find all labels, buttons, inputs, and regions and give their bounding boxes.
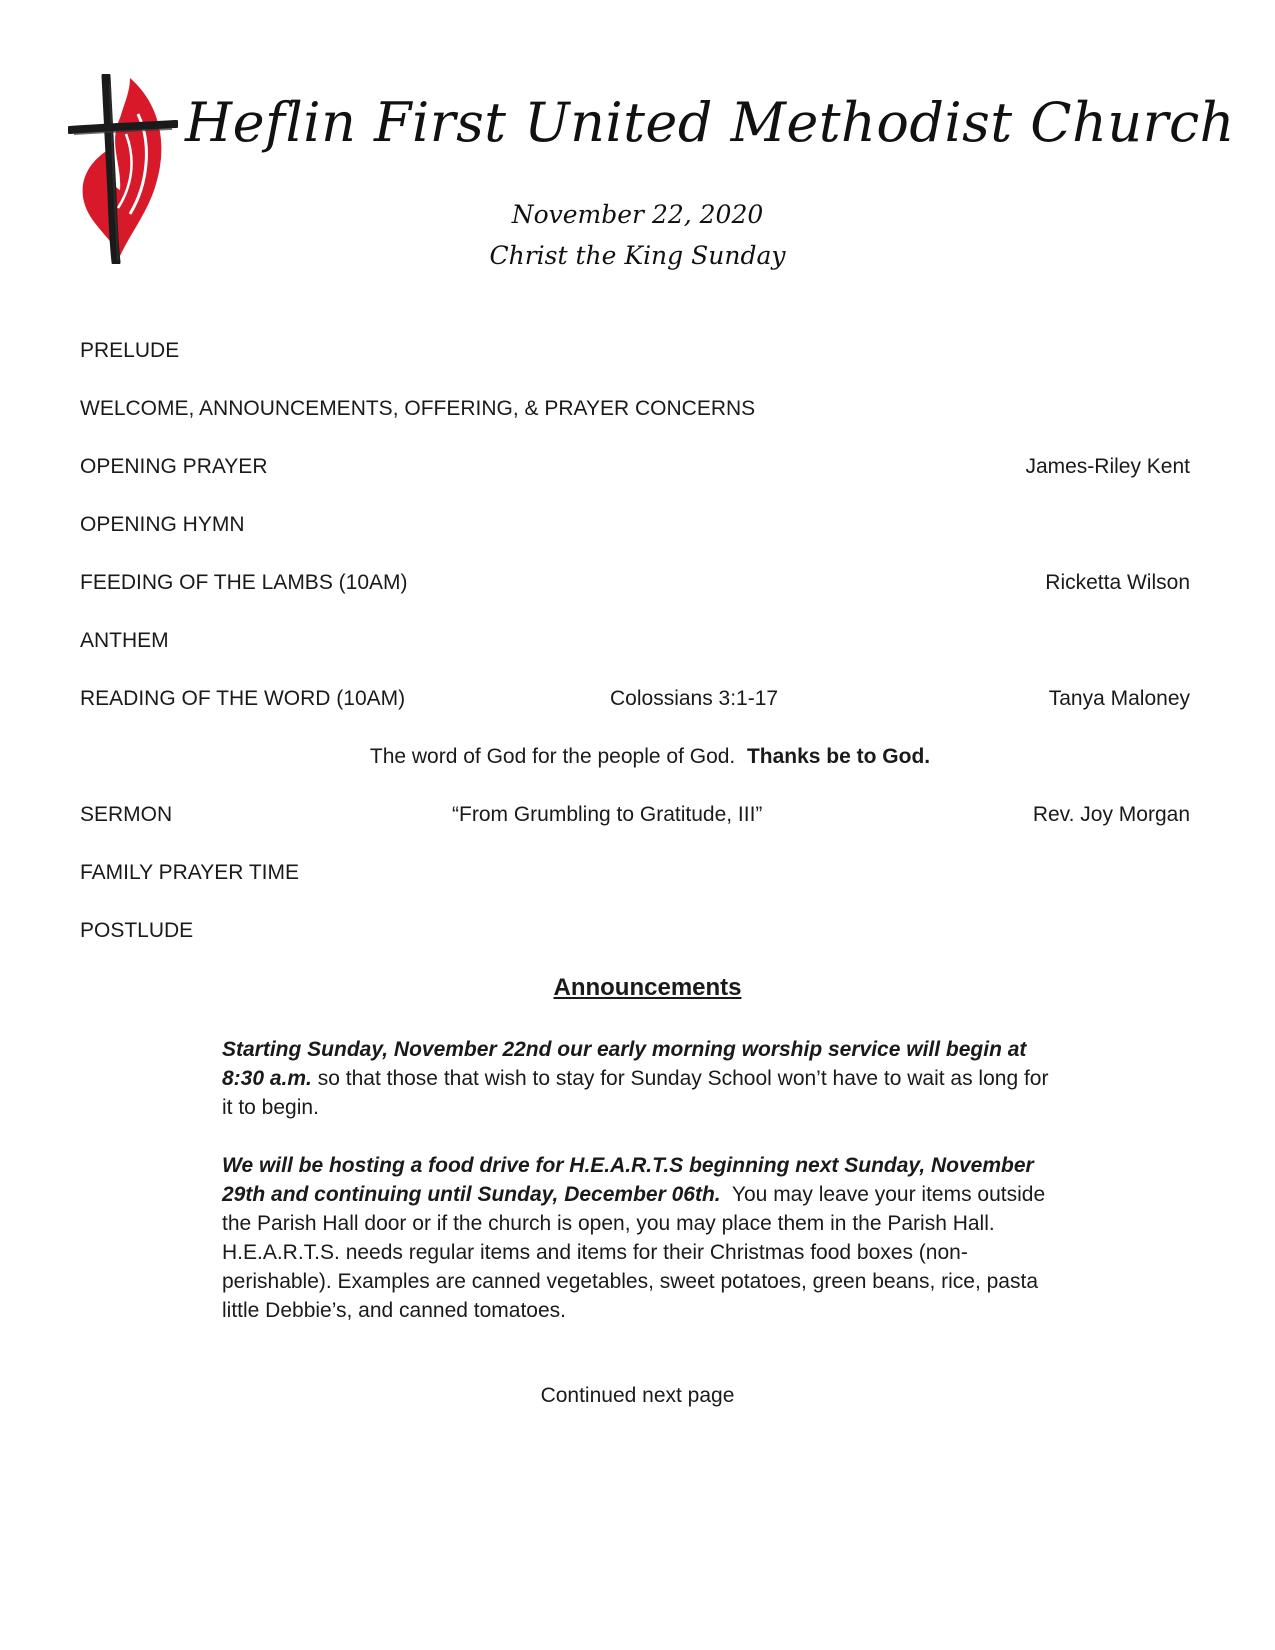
sermon-title: “From Grumbling to Gratitude, III”: [452, 803, 763, 826]
order-of-worship: [80, 336, 1190, 974]
cross-and-flame-icon: [68, 74, 178, 264]
worship-row-opening-hymn: [80, 510, 1190, 568]
announcement-lead: Starting Sunday, November 22nd our early morning worship service will begin at 8:30 a.m.: [222, 1038, 1027, 1090]
worship-row-anthem: [80, 626, 1190, 684]
continued-next-page: Continued next page: [540, 1384, 735, 1407]
announcement-body: so that those that wish to stay for Sunday School won’t have to wait as long for it to begin.: [222, 1067, 1049, 1119]
worship-row-reading-of-the-word: [80, 684, 1190, 742]
worship-item: READING OF THE WORD (10AM): [80, 687, 406, 710]
worship-leader: Rev. Joy Morgan: [1032, 803, 1190, 826]
worship-item: FAMILY PRAYER TIME: [80, 861, 300, 884]
worship-row-postlude: [80, 916, 1190, 974]
worship-leader: Ricketta Wilson: [1045, 571, 1190, 594]
worship-item: POSTLUDE: [80, 919, 194, 942]
announcements-heading: Announcements: [553, 974, 742, 1001]
worship-item: PRELUDE: [80, 339, 180, 362]
announcement-early-service: [222, 1035, 1052, 1122]
worship-item: OPENING HYMN: [80, 513, 245, 536]
worship-item: ANTHEM: [80, 629, 169, 652]
church-name: Heflin First United Methodist Church: [185, 91, 1235, 154]
scripture-reference: Colossians 3:1-17: [610, 687, 779, 710]
worship-item: WELCOME, ANNOUNCEMENTS, OFFERING, & PRAYER CONCERNS: [80, 397, 756, 420]
announcement-lead: We will be hosting a food drive for H.E.A.R.T.S beginning next Sunday, November 29th and continuing until Sunday, December 06th.: [222, 1154, 1034, 1206]
worship-row-opening-prayer: [80, 452, 1190, 510]
congregational-response: [80, 742, 1190, 800]
service-occasion: Christ the King Sunday: [489, 241, 786, 270]
announcements-list: [222, 1035, 1052, 1354]
service-date: November 22, 2020: [511, 200, 764, 229]
worship-item: OPENING PRAYER: [80, 455, 268, 478]
response-text: The word of God for the people of God.: [369, 745, 736, 768]
worship-row-sermon: [80, 800, 1190, 858]
worship-item: FEEDING OF THE LAMBS (10AM): [80, 571, 408, 594]
response-reply: Thanks be to God.: [746, 745, 931, 768]
announcement-food-drive: [222, 1151, 1052, 1325]
worship-row-family-prayer-time: [80, 858, 1190, 916]
announcement-body: You may leave your items outside the Parish Hall door or if the church is open, you may place them in the Parish Hall. H.E.A.R.T.S. needs regular items and items for their Christmas food boxes (non-perishable). Examples are canned vegetables, sweet potatoes, green beans, rice, pasta little Debbie’s, and canned tomatoes.: [222, 1183, 1046, 1322]
worship-row-prelude: [80, 336, 1190, 394]
worship-leader: James-Riley Kent: [1025, 455, 1190, 478]
worship-row-welcome: [80, 394, 1190, 452]
worship-row-feeding-of-the-lambs: [80, 568, 1190, 626]
worship-leader: Tanya Maloney: [1048, 687, 1190, 710]
worship-item: SERMON: [80, 803, 173, 826]
